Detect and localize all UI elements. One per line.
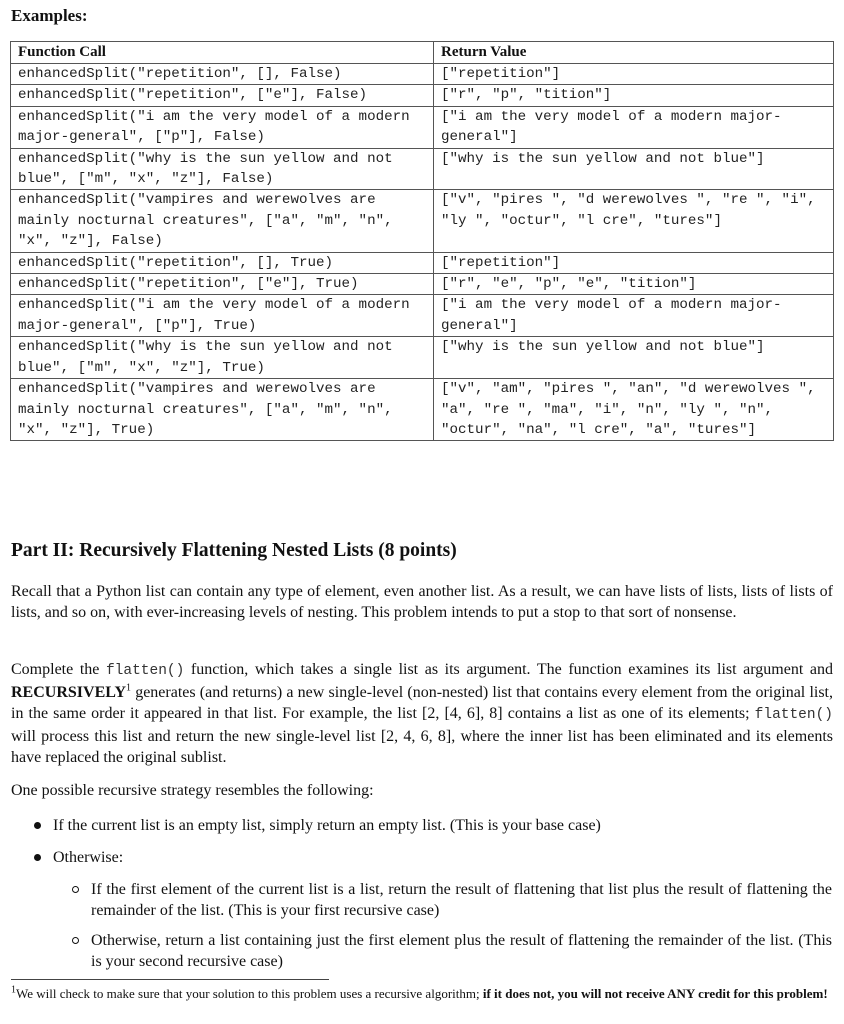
flatten-code-ref: flatten() [754, 707, 833, 723]
footnote-warning: if it does not, you will not receive ANY credit for this problem! [482, 986, 828, 1001]
table-row [11, 379, 834, 441]
examples-table [10, 41, 834, 441]
function-call-cell: enhancedSplit("repetition", [], False) [11, 64, 434, 85]
footnote [11, 985, 831, 1002]
function-call-cell: enhancedSplit("why is the sun yellow and not blue", ["m", "x", "z"], False) [11, 148, 434, 190]
otherwise-text: Otherwise: [53, 849, 124, 866]
text-run: function, which takes a single list as its argument. The function examines its list argument and [184, 661, 834, 678]
list-item: If the first element of the current list is a list, return the result of flattening that list plus the result of flattening the remainder of the list. (This is your first recursive case) [69, 879, 832, 921]
table-row [11, 64, 834, 85]
column-header-return-value: Return Value [434, 42, 834, 64]
text-run: Complete the [11, 661, 106, 678]
return-value-cell: ["repetition"] [434, 252, 834, 273]
strategy-list [32, 815, 832, 983]
function-call-cell: enhancedSplit("vampires and werewolves are mainly nocturnal creatures", ["a", "m", "n", "x", "z"], True) [11, 379, 434, 441]
intro-paragraph: Recall that a Python list can contain any type of element, even another list. As a result, we can have lists of lists, lists of lists of lists, and so on, with ever-increasing levels of nesting. This problem intends to put a stop to that sort of nonsense. [11, 583, 833, 621]
table-row [11, 337, 834, 379]
function-call-cell: enhancedSplit("repetition", ["e"], False) [11, 85, 434, 106]
table-row [11, 148, 834, 190]
table-row [11, 252, 834, 273]
recursively-emphasis: RECURSIVELY [11, 684, 126, 701]
function-call-cell: enhancedSplit("vampires and werewolves are mainly nocturnal creatures", ["a", "m", "n", "x", "z"], False) [11, 190, 434, 252]
return-value-cell: ["repetition"] [434, 64, 834, 85]
list-item [32, 815, 832, 836]
table-row [11, 295, 834, 337]
function-call-cell: enhancedSplit("i am the very model of a modern major-general", ["p"], False) [11, 106, 434, 148]
footnote-marker: 1 [11, 984, 16, 996]
function-call-cell: enhancedSplit("i am the very model of a modern major-general", ["p"], True) [11, 295, 434, 337]
return-value-cell: ["v", "am", "pires ", "an", "d werewolves ", "a", "re ", "ma", "i", "n", "ly ", "n", "octur", "na", "l cre", "a", "tures"] [434, 379, 834, 441]
text-run: will process this list and return the new single-level list [2, 4, 6, 8], where the inner list has been eliminated and its elements have replaced the original sublist. [11, 728, 833, 766]
text-run: generates (and returns) a new single-level (non-nested) list that contains every element from the original list, in the same order it appeared in that list. For example, the list [2, [4, 6], 8] contains a list as one of its elements; [11, 684, 833, 722]
footnote-text: We will check to make sure that your solution to this problem uses a recursive algorithm; [16, 986, 483, 1001]
flatten-description-paragraph [11, 659, 833, 768]
table-row [11, 85, 834, 106]
return-value-cell: ["why is the sun yellow and not blue"] [434, 337, 834, 379]
return-value-cell: ["v", "pires ", "d werewolves ", "re ", "i", "ly ", "octur", "l cre", "tures"] [434, 190, 834, 252]
base-case-text: If the current list is an empty list, simply return an empty list. (This is your base case) [53, 817, 601, 834]
function-call-cell: enhancedSplit("repetition", [], True) [11, 252, 434, 273]
return-value-cell: ["why is the sun yellow and not blue"] [434, 148, 834, 190]
return-value-cell: ["i am the very model of a modern major-general"] [434, 295, 834, 337]
examples-heading: Examples: [11, 6, 88, 25]
return-value-cell: ["r", "p", "tition"] [434, 85, 834, 106]
table-header-row [11, 42, 834, 64]
return-value-cell: ["i am the very model of a modern major-general"] [434, 106, 834, 148]
table-row [11, 274, 834, 295]
footnote-marker: 1 [126, 682, 131, 694]
function-call-cell: enhancedSplit("repetition", ["e"], True) [11, 274, 434, 295]
flatten-code-ref: flatten() [105, 663, 185, 679]
list-item: Otherwise, return a list containing just the first element plus the result of flattening the remainder of the list. (This is your second recursive case) [69, 930, 832, 972]
function-call-cell: enhancedSplit("why is the sun yellow and not blue", ["m", "x", "z"], True) [11, 337, 434, 379]
footnote-divider [11, 979, 329, 980]
column-header-function-call: Function Call [11, 42, 434, 64]
recursive-case-list [69, 879, 832, 972]
strategy-intro: One possible recursive strategy resembles the following: [11, 782, 374, 799]
list-item [32, 847, 832, 972]
table-row [11, 190, 834, 252]
part-two-heading: Part II: Recursively Flattening Nested Lists (8 points) [11, 540, 457, 561]
table-row [11, 106, 834, 148]
return-value-cell: ["r", "e", "p", "e", "tition"] [434, 274, 834, 295]
